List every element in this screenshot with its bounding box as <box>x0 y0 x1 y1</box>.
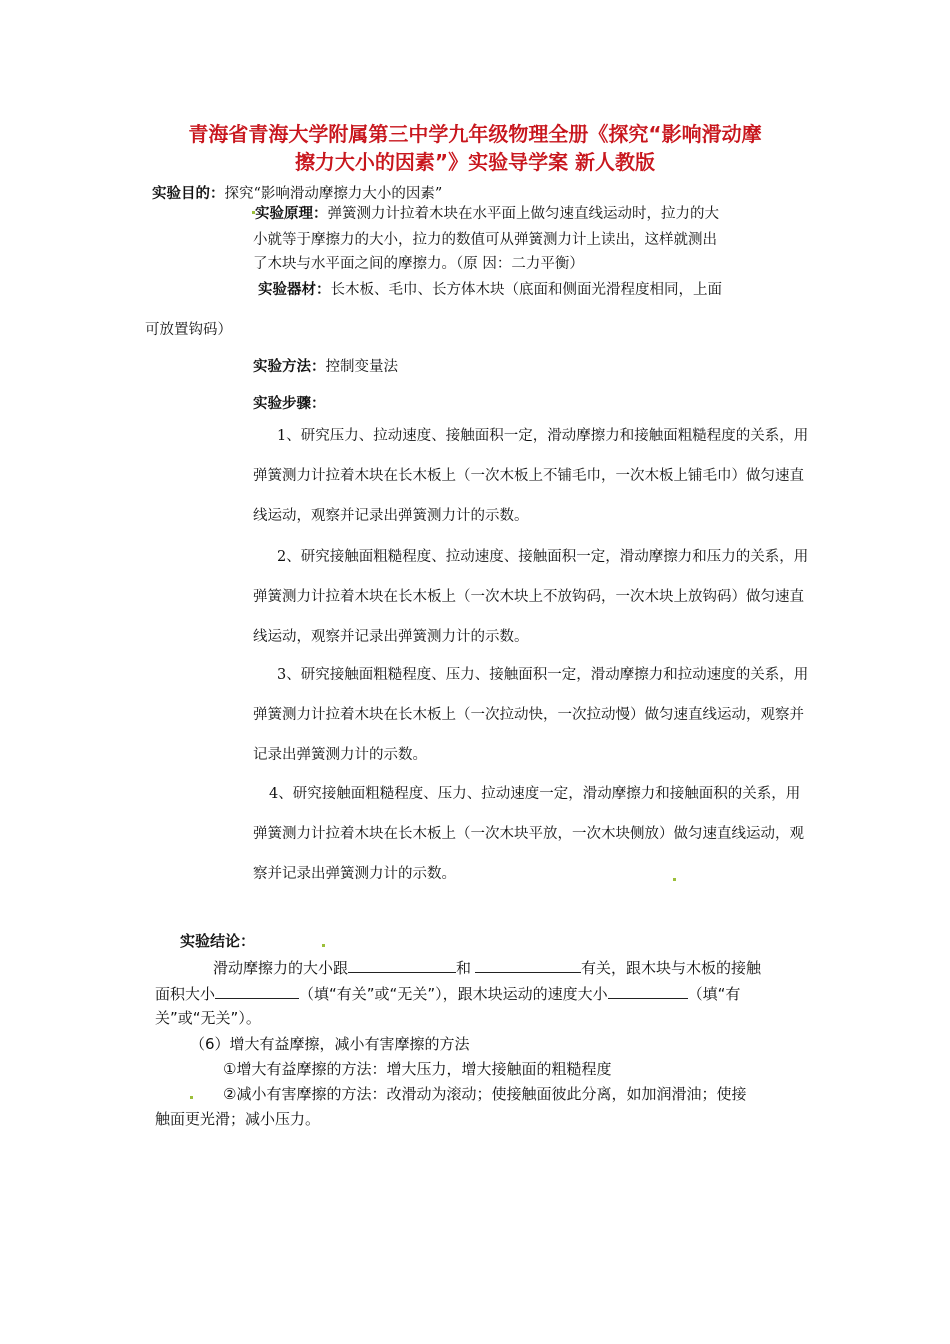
title-line-2: 擦力大小的因素”》实验导学案 新人教版 <box>294 150 656 174</box>
conclusion-text-1b: 和 <box>456 959 472 977</box>
blank-factor-2 <box>475 958 581 973</box>
materials-text-1: 长木板、毛巾、长方体木块（底面和侧面光滑程度相同，上面 <box>330 282 722 298</box>
conclusion-line-4: （6）增大有益摩擦，减小有害摩擦的方法 <box>190 1035 470 1053</box>
principle-label: 实验原理： <box>255 206 328 222</box>
materials-line-1 <box>258 278 722 299</box>
step-3: 3、研究接触面粗糙程度、压力、接触面积一定，滑动摩擦力和拉动速度的关系，用弹簧测力计拉着木块在长木板上（一次拉动快，一次拉动慢）做匀速直线运动，观察并记录出弹簧测力计的示数。 <box>253 667 809 763</box>
title-line-1: 青海省青海大学附属第三中学九年级物理全册《探究“影响滑动摩 <box>188 122 762 146</box>
conclusion-label: 实验结论： <box>180 932 256 950</box>
conclusion-line-2 <box>155 983 740 1004</box>
speck-mark <box>322 944 325 947</box>
speck-mark <box>673 878 676 881</box>
steps-label: 实验步骤： <box>253 396 326 412</box>
conclusion-text-2a: 面积大小 <box>155 985 216 1003</box>
materials-line-2: 可放置钩码） <box>145 322 232 338</box>
principle-text-1: 弹簧测力计拉着木块在水平面上做匀速直线运动时，拉力的大 <box>327 206 719 222</box>
conclusion-text-2c: （填“有 <box>687 985 741 1003</box>
conclusion-line-3: 关”或“无关”）。 <box>155 1009 261 1027</box>
conclusion-text-1c: 有关，跟木块与木板的接触 <box>581 959 762 977</box>
principle-line-3: 了木块与水平面之间的摩擦力。（原 因：二力平衡） <box>253 256 584 272</box>
blank-speed <box>608 984 688 999</box>
purpose-label: 实验目的： <box>152 186 225 202</box>
conclusion-line-6: ②减小有害摩擦的方法：改滑动为滚动；使接触面彼此分离，如加润滑油；使接 <box>223 1085 747 1103</box>
blank-contact-area <box>215 984 299 999</box>
conclusion-line-5: ①增大有益摩擦的方法：增大压力，增大接触面的粗糙程度 <box>223 1060 612 1078</box>
speck-mark <box>190 1096 193 1099</box>
step-4: 4、研究接触面粗糙程度、压力、拉动速度一定，滑动摩擦力和接触面积的关系，用弹簧测力计拉着木块在长木板上（一次木块平放，一次木块侧放）做匀速直线运动，观察并记录出弹簧测力计的示数。 <box>253 786 804 882</box>
conclusion-text-2b: （填“有关”或“无关”），跟木块运动的速度大小 <box>299 985 608 1003</box>
conclusion-line-1 <box>213 957 761 978</box>
step-1: 1、研究压力、拉动速度、接触面积一定，滑动摩擦力和接触面粗糙程度的关系，用弹簧测力计拉着木块在长木板上（一次木板上不铺毛巾，一次木板上铺毛巾）做匀速直线运动，观察并记录出弹簧测力计的示数。 <box>253 428 809 524</box>
purpose-text: 探究“影响滑动摩擦力大小的因素” <box>224 186 443 202</box>
speck-mark <box>252 211 255 214</box>
blank-factor-1 <box>348 958 456 973</box>
method-label: 实验方法： <box>253 359 326 375</box>
purpose-line <box>152 182 442 203</box>
page-title <box>130 120 820 176</box>
method-line <box>253 355 398 376</box>
step-2: 2、研究接触面粗糙程度、拉动速度、接触面积一定，滑动摩擦力和压力的关系，用弹簧测力计拉着木块在长木板上（一次木块上不放钩码，一次木块上放钩码）做匀速直线运动，观察并记录出弹簧测力计的示数。 <box>253 549 809 645</box>
materials-label: 实验器材： <box>258 282 331 298</box>
conclusion-text-1a: 滑动摩擦力的大小跟 <box>213 959 349 977</box>
conclusion-line-7: 触面更光滑；减小压力。 <box>155 1110 321 1128</box>
principle-line-1 <box>255 202 719 223</box>
method-text: 控制变量法 <box>325 359 398 375</box>
principle-line-2: 小就等于摩擦力的大小，拉力的数值可从弹簧测力计上读出，这样就测出 <box>253 232 717 248</box>
